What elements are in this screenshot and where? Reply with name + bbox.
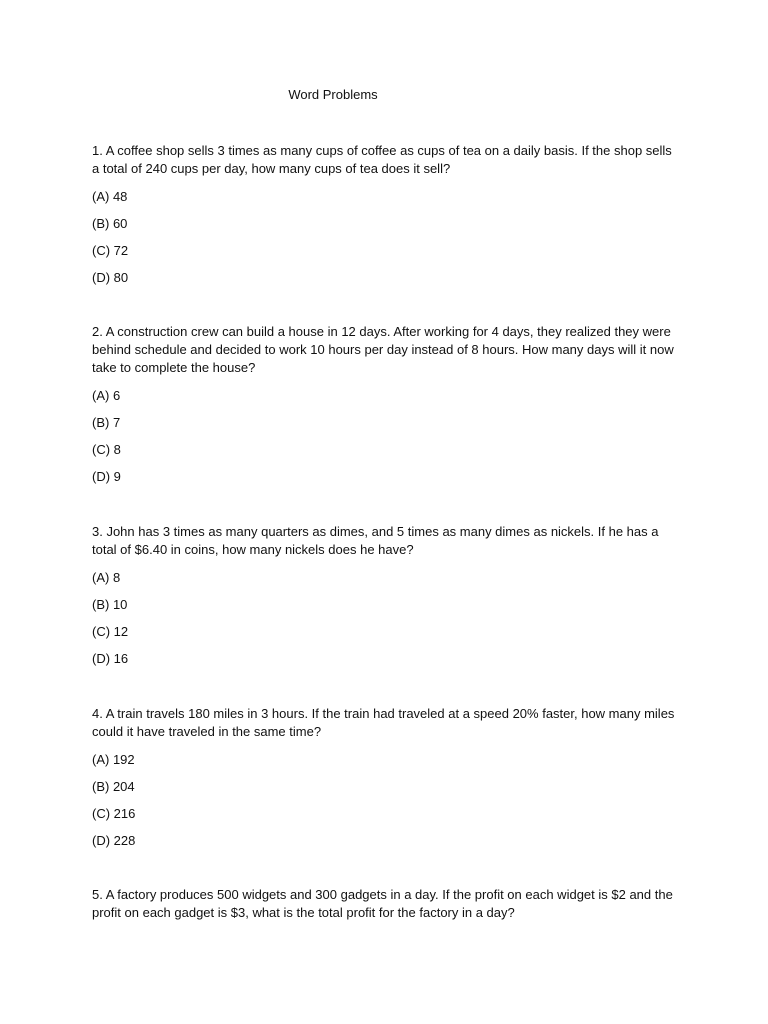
answer-option-c: (C) 8 — [92, 442, 121, 457]
answer-option-c: (C) 72 — [92, 243, 129, 258]
answer-option-a: (A) 192 — [92, 752, 135, 767]
answer-option-b: (B) 204 — [92, 779, 135, 794]
answer-option-a: (A) 6 — [92, 388, 121, 403]
answer-options — [92, 387, 682, 486]
page-title: Word Problems — [288, 87, 378, 102]
answer-option-d: (D) 9 — [92, 469, 121, 484]
answer-option-d: (D) 80 — [92, 270, 129, 285]
question-text: 5. A factory produces 500 widgets and 300 gadgets in a day. If the profit on each widget is $2 and the profit on each gadget is $3, what is the total profit for the factory in a day? — [92, 887, 673, 920]
problem-5 — [92, 886, 682, 922]
answer-options — [92, 751, 682, 850]
answer-options — [92, 569, 682, 668]
answer-option-a: (A) 8 — [92, 570, 121, 585]
answer-option-c: (C) 12 — [92, 624, 129, 639]
problem-1 — [92, 142, 682, 287]
problem-4 — [92, 705, 682, 850]
question-text: 2. A construction crew can build a house in 12 days. After working for 4 days, they realized they were behind schedule and decided to work 10 hours per day instead of 8 hours. How many days will it now take to complete the house? — [92, 324, 674, 375]
answer-option-c: (C) 216 — [92, 806, 136, 821]
answer-option-a: (A) 48 — [92, 189, 128, 204]
question-text: 1. A coffee shop sells 3 times as many cups of coffee as cups of tea on a daily basis. If the shop sells a total of 240 cups per day, how many cups of tea does it sell? — [92, 143, 672, 176]
question-text: 3. John has 3 times as many quarters as dimes, and 5 times as many dimes as nickels. If he has a total of $6.40 in coins, how many nickels does he have? — [92, 524, 659, 557]
answer-option-d: (D) 228 — [92, 833, 136, 848]
question-text: 4. A train travels 180 miles in 3 hours. If the train had traveled at a speed 20% faster, how many miles could it have traveled in the same time? — [92, 706, 675, 739]
problem-2 — [92, 323, 682, 486]
answer-option-b: (B) 60 — [92, 216, 128, 231]
answer-option-b: (B) 10 — [92, 597, 128, 612]
answer-option-b: (B) 7 — [92, 415, 121, 430]
answer-option-d: (D) 16 — [92, 651, 129, 666]
problem-3 — [92, 523, 682, 668]
answer-options — [92, 188, 682, 287]
